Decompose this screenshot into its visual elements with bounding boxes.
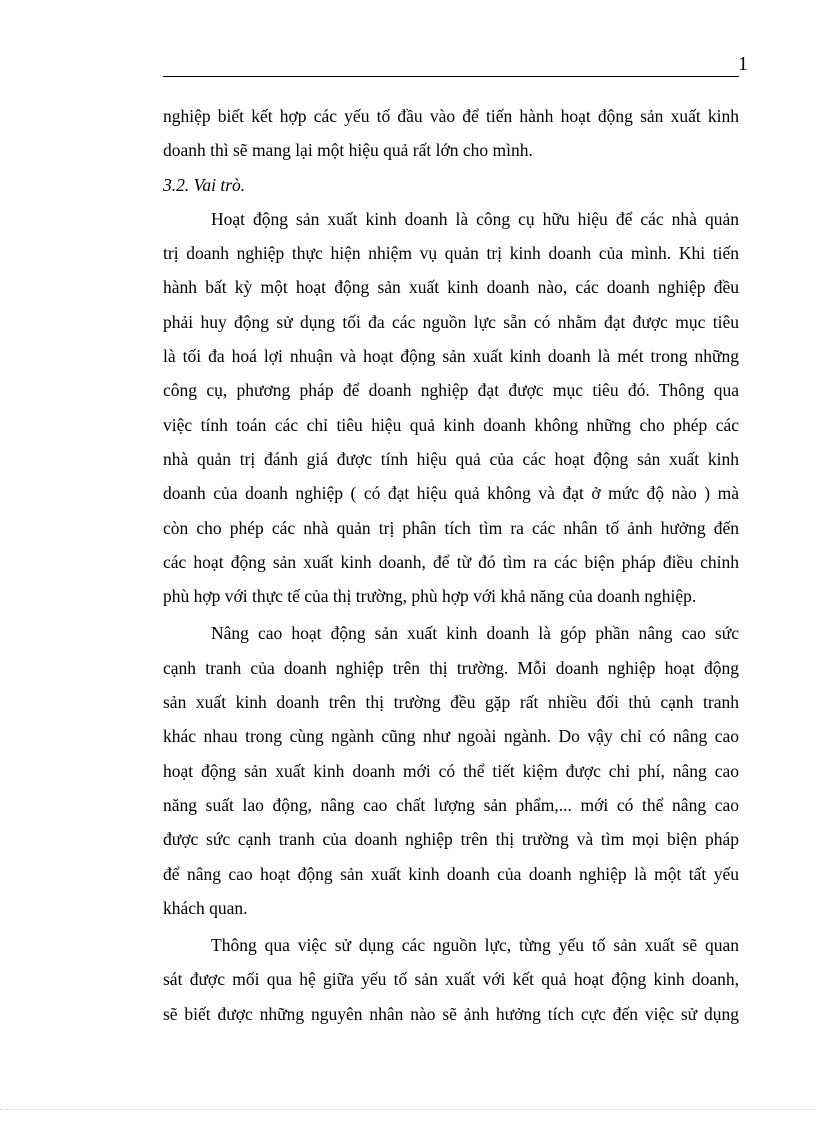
document-body bbox=[163, 99, 739, 1031]
body-line: nghiệp biết kết hợp các yếu tố đầu vào để tiến hành hoạt động sản xuất kinh bbox=[163, 106, 739, 126]
paragraph-first-line: Nâng cao hoạt động sản xuất kinh doanh là góp phần nâng cao sức bbox=[211, 623, 739, 644]
body-line: cạnh tranh của doanh nghiệp trên thị trường. Mỗi doanh nghiệp hoạt động bbox=[163, 657, 739, 678]
body-line: để nâng cao hoạt động sản xuất kinh doanh của doanh nghiệp là một tất yếu bbox=[163, 863, 739, 884]
body-line: phù hợp với thực tế của thị trường, phù hợp với khả năng của doanh nghiệp. bbox=[163, 586, 697, 607]
body-line: khách quan. bbox=[163, 897, 248, 918]
body-line: năng suất lao động, nâng cao chất lượng sản phẩm,... mới có thể nâng cao bbox=[163, 794, 739, 815]
body-line: nhà quản trị đánh giá được tính hiệu quả của các hoạt động sản xuất kinh bbox=[163, 448, 739, 469]
header-rule bbox=[163, 76, 739, 77]
body-line: khác nhau trong cùng ngành cũng như ngoài ngành. Do vậy chỉ có nâng cao bbox=[163, 726, 739, 747]
body-line: doanh của doanh nghiệp ( có đạt hiệu quả không và đạt ở mức độ nào ) mà bbox=[163, 483, 739, 504]
body-line: phải huy động sử dụng tối đa các nguồn lực sẵn có nhằm đạt được mục tiêu bbox=[163, 311, 739, 332]
body-line: các hoạt động sản xuất kinh doanh, để từ đó tìm ra các biện pháp điều chỉnh bbox=[163, 551, 739, 572]
body-line: được sức cạnh tranh của doanh nghiệp trên thị trường và tìm mọi biện pháp bbox=[163, 829, 739, 850]
section-heading: 3.2. Vai trò. bbox=[163, 174, 246, 195]
body-line: còn cho phép các nhà quản trị phân tích tìm ra các nhân tố ảnh hưởng đến bbox=[163, 517, 739, 538]
body-line: là tối đa hoá lợi nhuận và hoạt động sản xuất kinh doanh là mét trong những bbox=[163, 346, 739, 367]
body-line: doanh thì sẽ mang lại một hiệu quả rất lớn cho mình. bbox=[163, 140, 533, 161]
page-number: 1 bbox=[738, 53, 748, 75]
body-line: trị doanh nghiệp thực hiện nhiệm vụ quản trị kinh doanh của mình. Khi tiến bbox=[163, 243, 739, 264]
paragraph-first-line: Hoạt động sản xuất kinh doanh là công cụ hữu hiệu để các nhà quản bbox=[211, 208, 739, 229]
body-line: sẽ biết được những nguyên nhân nào sẽ ảnh hưởng tích cực đến việc sử dụng bbox=[163, 1003, 739, 1024]
body-line: việc tính toán các chỉ tiêu hiệu quả kinh doanh không những cho phép các bbox=[163, 414, 739, 435]
body-line: công cụ, phương pháp để doanh nghiệp đạt được mục tiêu đó. Thông qua bbox=[163, 380, 739, 401]
body-line: sát được mối qua hệ giữa yếu tố sản xuất với kết quả hoạt động kinh doanh, bbox=[163, 969, 739, 990]
paragraph-first-line: Thông qua việc sử dụng các nguồn lực, từng yếu tố sản xuất sẽ quan bbox=[211, 935, 739, 956]
body-line: hành bất kỳ một hoạt động sản xuất kinh doanh nào, các doanh nghiệp đều bbox=[163, 277, 739, 298]
page-bottom-border bbox=[0, 1109, 816, 1110]
body-line: sản xuất kinh doanh trên thị trường đều gặp rất nhiều đối thủ cạnh tranh bbox=[163, 692, 739, 713]
body-line: hoạt động sản xuất kinh doanh mới có thể tiết kiệm được chi phí, nâng cao bbox=[163, 760, 739, 781]
